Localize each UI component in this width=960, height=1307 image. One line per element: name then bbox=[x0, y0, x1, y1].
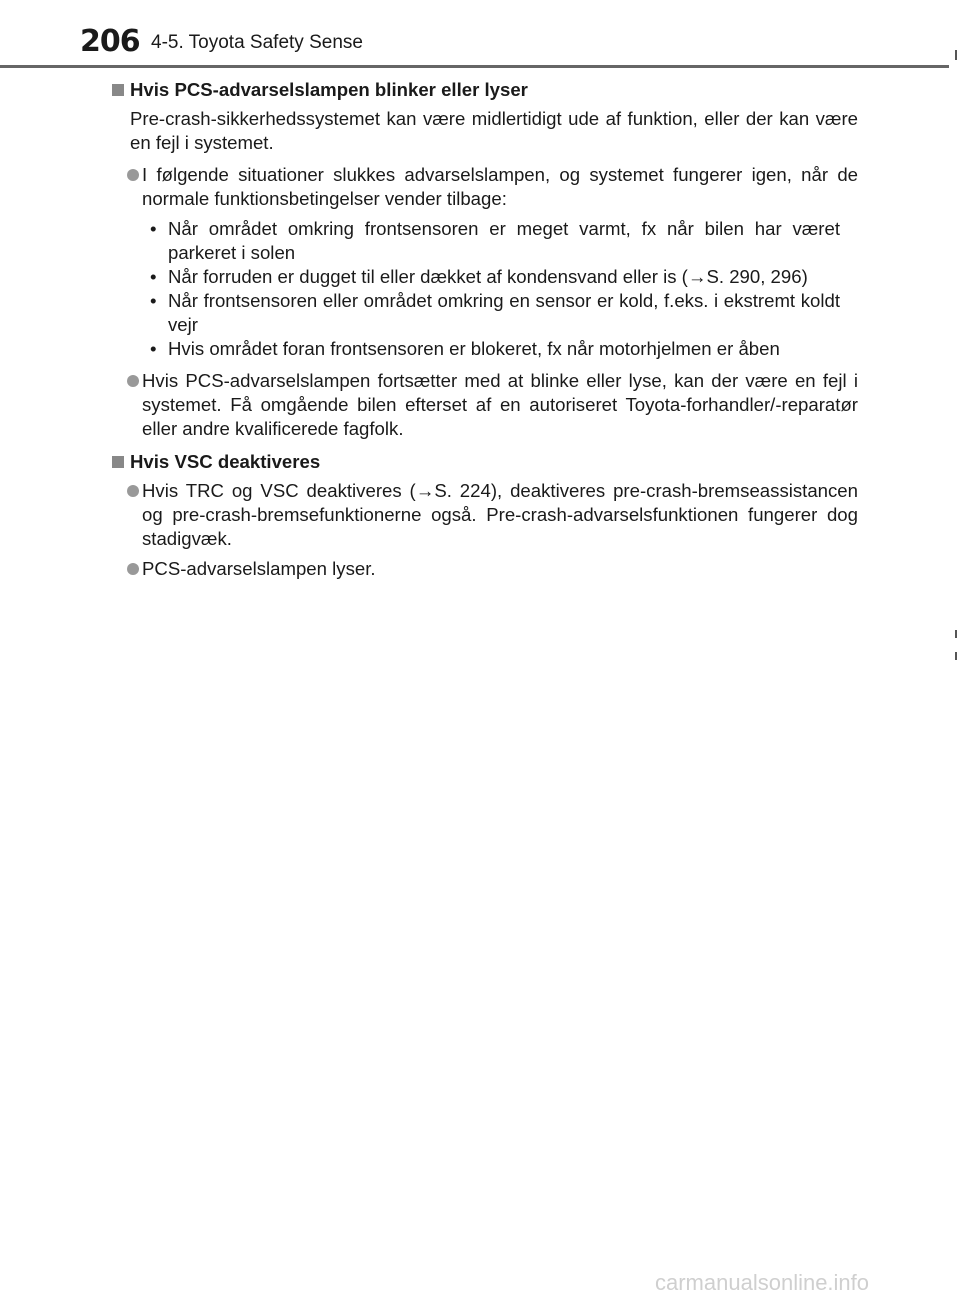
watermark: carmanualsonline.info bbox=[655, 1270, 870, 1295]
circle-bullet-icon bbox=[127, 375, 139, 387]
sub-list-item bbox=[110, 217, 840, 265]
section-heading bbox=[110, 450, 858, 474]
sub-list-item-text: Når forruden er dugget til eller dækket af kondensvand eller is (→S. 290, 296) bbox=[168, 266, 808, 287]
sub-list bbox=[110, 217, 858, 361]
edge-tick-top bbox=[955, 50, 957, 60]
square-bullet-icon bbox=[112, 84, 124, 96]
circle-bullet-icon bbox=[127, 563, 139, 575]
list-item-text: Hvis TRC og VSC deaktiveres (→S. 224), deaktiveres pre-crash-bremseassistancen og pre-crash-bremsefunktionerne også. Pre-crash-advarselsfunktionen fungerer dog stadigvæk. bbox=[142, 480, 858, 549]
list-item bbox=[110, 557, 858, 581]
edge-tick-mid bbox=[955, 630, 957, 638]
sub-list-item bbox=[110, 289, 840, 337]
list-item-text: PCS-advarselslampen lyser. bbox=[142, 558, 376, 579]
section-title: 4-5. Toyota Safety Sense bbox=[151, 32, 363, 53]
edge-tick-low bbox=[955, 652, 957, 660]
sub-list-item-text: Når frontsensoren eller området omkring en sensor er kold, f.eks. i ekstremt koldt vejr bbox=[168, 290, 840, 335]
page-number: 206 bbox=[80, 24, 140, 59]
dot-bullet-icon: • bbox=[150, 266, 157, 287]
sub-list-item bbox=[110, 337, 840, 361]
section-intro: Pre-crash-sikkerhedssystemet kan være midlertidigt ude af funktion, eller der kan være en fejl i systemet. bbox=[130, 108, 858, 153]
dot-bullet-icon: • bbox=[150, 218, 157, 239]
sub-list-item-text: Når området omkring frontsensoren er meget varmt, fx når bilen har været parkeret i solen bbox=[168, 218, 840, 263]
main-content bbox=[110, 78, 858, 587]
square-bullet-icon bbox=[112, 456, 124, 468]
circle-bullet-icon bbox=[127, 169, 139, 181]
list-item bbox=[110, 479, 858, 551]
dot-bullet-icon: • bbox=[150, 290, 157, 311]
sub-list-item bbox=[110, 265, 840, 289]
list-item bbox=[110, 369, 858, 441]
section-heading bbox=[110, 78, 858, 102]
circle-bullet-icon bbox=[127, 485, 139, 497]
list-item bbox=[110, 163, 858, 211]
dot-bullet-icon: • bbox=[150, 338, 157, 359]
list-item-text: Hvis PCS-advarselslampen fortsætter med at blinke eller lyse, kan der være en fejl i systemet. Få omgående bilen efterset af en autoriseret Toyota-forhandler/-reparatør eller andre kvalificerede fagfolk. bbox=[142, 370, 858, 439]
header-divider bbox=[0, 65, 949, 68]
page-header bbox=[0, 0, 960, 68]
section-heading-text: Hvis PCS-advarselslampen blinker eller lyser bbox=[130, 79, 528, 100]
list-item-text: I følgende situationer slukkes advarselslampen, og systemet fungerer igen, når de normale funktionsbetingelser vender tilbage: bbox=[142, 164, 858, 209]
section-heading-text: Hvis VSC deaktiveres bbox=[130, 451, 321, 472]
sub-list-item-text: Hvis området foran frontsensoren er blokeret, fx når motorhjelmen er åben bbox=[168, 338, 780, 359]
